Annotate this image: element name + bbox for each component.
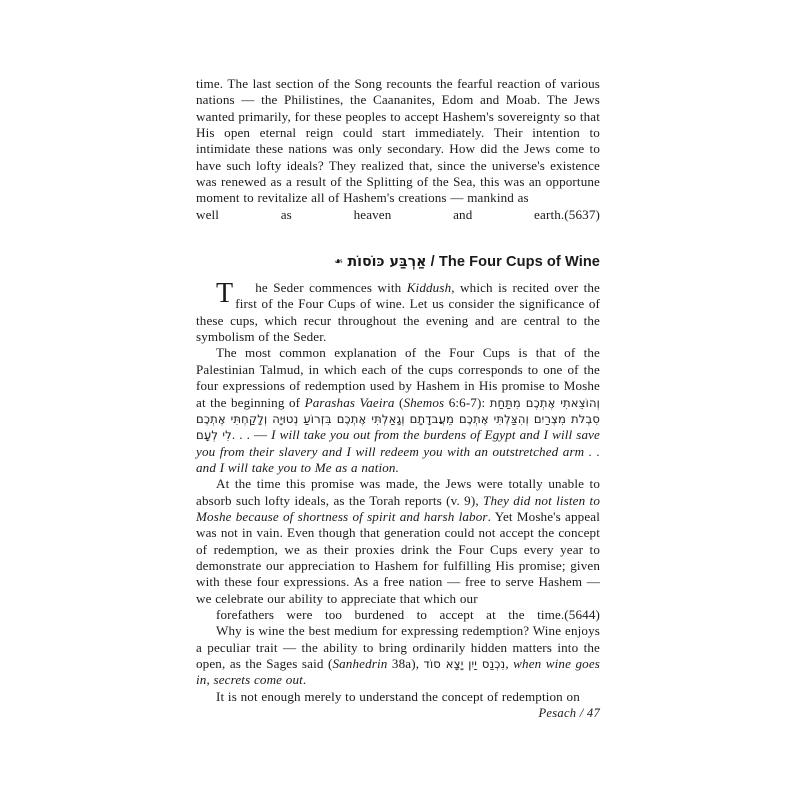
ellipsis-dash: . . . —: [231, 427, 272, 443]
italic-parashas-vaeira: Parashas Vaeira: [304, 394, 395, 410]
paragraph-text-a: At the time this promise was made, the Jews were totally unable to absorb such lofty ideals, as the Torah reports (v. 9),: [196, 476, 600, 508]
paragraph-text-d: .: [302, 672, 307, 688]
spacer-before-heading: [196, 223, 600, 253]
spacer-after-heading: [196, 271, 600, 280]
paragraph-not-enough: It is not enough merely to understand the concept of redemption on: [216, 688, 580, 704]
section-heading: [196, 253, 600, 271]
paragraph-text-c: ,: [505, 656, 514, 671]
paragraph-last-line-text: well as heaven and earth.: [196, 206, 565, 222]
paragraph-promise-made: [196, 476, 600, 623]
section-heading-separator: /: [426, 254, 439, 271]
italic-kiddush: Kiddush: [406, 280, 452, 296]
paragraph-seder-commences: [196, 280, 600, 345]
source-marker-5637: (5637): [564, 206, 600, 222]
text-column: [196, 76, 600, 705]
flourish-ornament-icon: ❧: [334, 255, 344, 269]
drop-cap-letter: T: [216, 278, 234, 310]
paragraph-four-expressions: [196, 345, 600, 476]
paragraph-last-line-text: forefathers were too burdened to accept at the time.: [216, 606, 565, 622]
source-marker-5644: (5644): [564, 606, 600, 622]
section-heading-hebrew: אַרְבַּע כּוֹסוֹת: [347, 254, 427, 271]
paragraph-text-a: he Seder commences with: [255, 280, 407, 296]
paragraph-why-wine: [196, 623, 600, 688]
paragraph-text-b: . Yet Moshe's appeal was not in vain. Even though that generation could not accept the concept of redemption, we as their proxies drink the Four Cups every year to demonstrate our appreciation to Hashem for fulfilling His promise; given with these four expressions. As a free nation — free to serve Hashem — we celebrate our ability to appreciate that which our: [196, 508, 601, 606]
italic-shemos: Shemos: [403, 394, 445, 410]
paragraph-continuation-text: time. The last section of the Song recounts the fearful reaction of various nations — the Philistines, the Caananites, Edom and Moab. The Jews wanted primarily, for these peoples to accept Hashem's sovereignty so that His open eternal reign could start immediately. Their intention to intimidate these nations was only secondary. How did the Jews come to have such lofty ideals? They realized that, since the universe's existence was renewed as a result of the Splitting of the Sea, this was an opportune moment to revitalize all of Hashem's creations — mankind as: [196, 76, 600, 206]
hebrew-verse-shemos: וְהוֹצֵאתִי אֶתְכֶם מִתַּחַת סִבְלת מִצְרַיִם וְהִצַּלְתִּי אֶתְכֶם מֵעֲבדָתָם וְגָאַלְתִּי אֶתְכֶם בִּזְרוֹעַ נְטוּיָה וְלָקַחְתִּי אֶתְכֶם לִי לְעָם: [196, 395, 600, 443]
paragraph-text-b: 38a),: [387, 656, 424, 671]
paragraph-last-line-with-source: [196, 207, 600, 223]
italic-sanhedrin: Sanhedrin: [332, 656, 388, 671]
paragraph-text-b: , which is recited over the first of the Four Cups of wine. Let us consider the significance of these cups, which recur throughout the evening and are central to the symbolism of the Seder.: [196, 280, 600, 345]
italic-translation-shemos: I will take you out from the burdens of Egypt and I will save you from their slavery and I will redeem you with an outstretched arm . . and I will take you to Me as a nation.: [196, 427, 601, 475]
hebrew-quote-sanhedrin: נִכְנַס יַיִן יָצָא סוֹד: [423, 657, 506, 671]
paragraph-continuation: [196, 76, 600, 223]
italic-torah-quote: They did not listen to Moshe because of shortness of spirit and harsh labor: [196, 492, 600, 524]
paragraph-last-line-with-source: [196, 607, 600, 623]
italic-translation-sanhedrin: when wine goes in, secrets come out: [196, 656, 600, 688]
paragraph-text-b: (: [394, 394, 404, 410]
section-heading-english: The Four Cups of Wine: [438, 254, 600, 271]
paragraph-text-a: Why is wine the best medium for expressing redemption? Wine enjoys a peculiar trait — the ability to bring ordinarily hidden matters into the open, as the Sages said (: [196, 623, 600, 671]
paragraph-text-c: 6:6-7):: [444, 394, 490, 410]
paragraph-text-a: The most common explanation of the Four Cups is that of the Palestinian Talmud, in which each of the cups corresponds to one of the four expressions of redemption used by Hashem in His promise to Moshe at the beginning of: [196, 345, 600, 410]
page-folio: Pesach / 47: [538, 706, 600, 720]
